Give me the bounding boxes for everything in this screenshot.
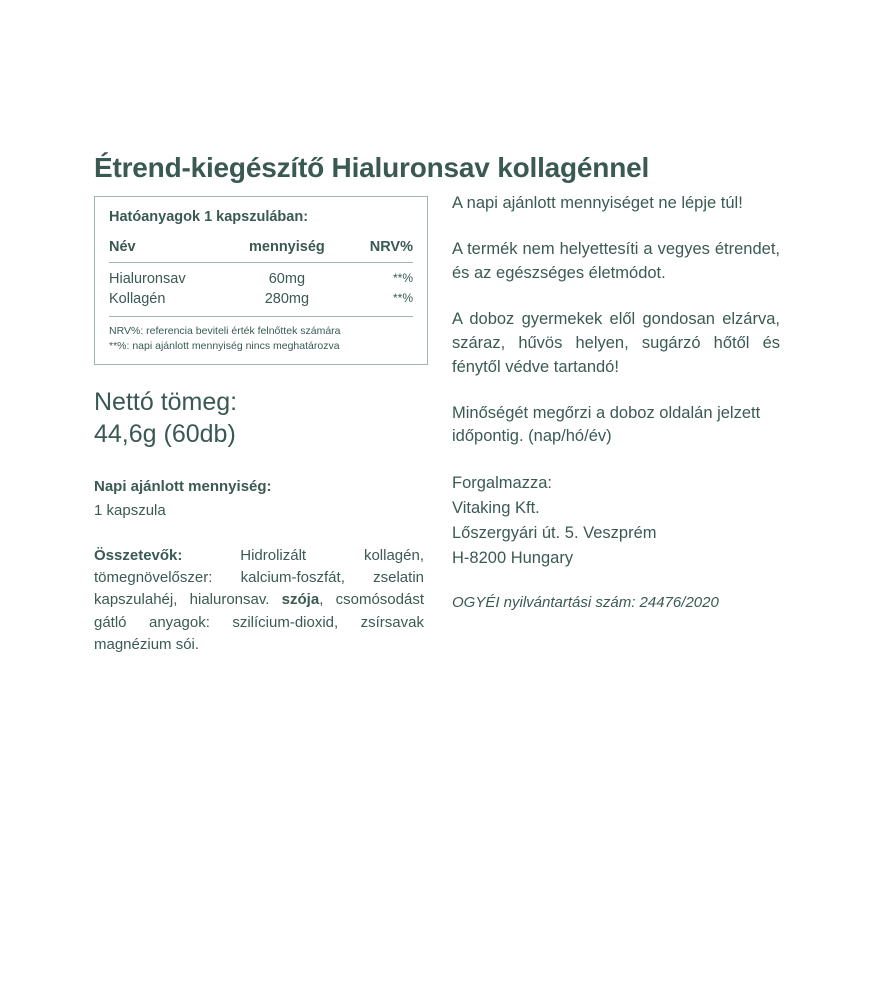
column-header-name: Név (109, 239, 228, 263)
cell-name: Hialuronsav (109, 271, 186, 287)
warning-diet: A termék nem helyettesíti a vegyes étrendet, és az egészséges életmódot. (452, 239, 780, 282)
table-row (109, 263, 413, 291)
page-title: Étrend-kiegészítő Hialuronsav kollagénnel (94, 152, 650, 183)
net-weight-value: 44,6g (60db) (94, 419, 236, 448)
table-row (109, 290, 413, 310)
nutrition-heading: Hatóanyagok 1 kapszulában: (109, 209, 309, 225)
daily-dose-label: Napi ajánlott mennyiség: (94, 477, 272, 495)
warning-expiry: Minőségét megőrzi a doboz oldalán jelzett időpontig. (nap/hó/év) (452, 403, 761, 446)
ingredients-label: Összetevők: (94, 546, 183, 564)
ingredients-text-before: Hidrolizált kollagén, tömegnövelőszer: kalcium-foszfát, zselatin kapszulahéj, hialuronsav. (94, 546, 424, 609)
net-weight-label: Nettó tömeg: (94, 388, 238, 417)
table-divider (109, 316, 413, 317)
left-column (94, 196, 430, 656)
distributor-label: Forgalmazza: (452, 474, 552, 493)
cell-nrv: **% (392, 271, 413, 285)
cell-amount: 280mg (264, 291, 310, 307)
warning-dose: A napi ajánlott mennyiséget ne lépje túl! (452, 194, 743, 212)
nutrition-footnotes (109, 324, 413, 354)
table-header-row (109, 239, 413, 263)
cell-nrv: **% (392, 291, 413, 305)
net-weight-block (94, 387, 430, 450)
distributor-city: H-8200 Hungary (452, 548, 574, 567)
nutrition-facts-box (94, 196, 428, 365)
ingredients-text-after: , csomósodást gátló anyagok: szilícium-dioxid, zsírsavak magnézium sói. (94, 591, 424, 653)
registration-number: OGYÉI nyilvántartási szám: 24476/2020 (452, 594, 719, 612)
nutrition-table (109, 239, 413, 310)
ingredients-allergen: szója (281, 591, 320, 609)
column-header-amount: mennyiség (228, 239, 346, 263)
daily-dose-block (94, 476, 430, 523)
ingredients-block (94, 545, 424, 656)
right-column (452, 192, 780, 614)
column-header-nrv: NRV% (346, 239, 413, 263)
cell-name: Kollagén (109, 291, 166, 307)
distributor-company: Vitaking Kft. (452, 499, 540, 518)
footnote-asterisk: **%: napi ajánlott mennyiség nincs meghatározva (109, 340, 340, 353)
distributor-block (452, 471, 780, 570)
warning-storage: A doboz gyermekek elől gondosan elzárva, száraz, hűvös helyen, sugárzó hőtől és fénytől védve tartandó! (452, 309, 780, 376)
footnote-nrv: NRV%: referencia beviteli érték felnőttek számára (109, 325, 341, 337)
distributor-street: Lőszergyári út. 5. Veszprém (452, 523, 657, 542)
cell-amount: 60mg (268, 271, 306, 287)
daily-dose-value: 1 kapszula (94, 502, 166, 520)
